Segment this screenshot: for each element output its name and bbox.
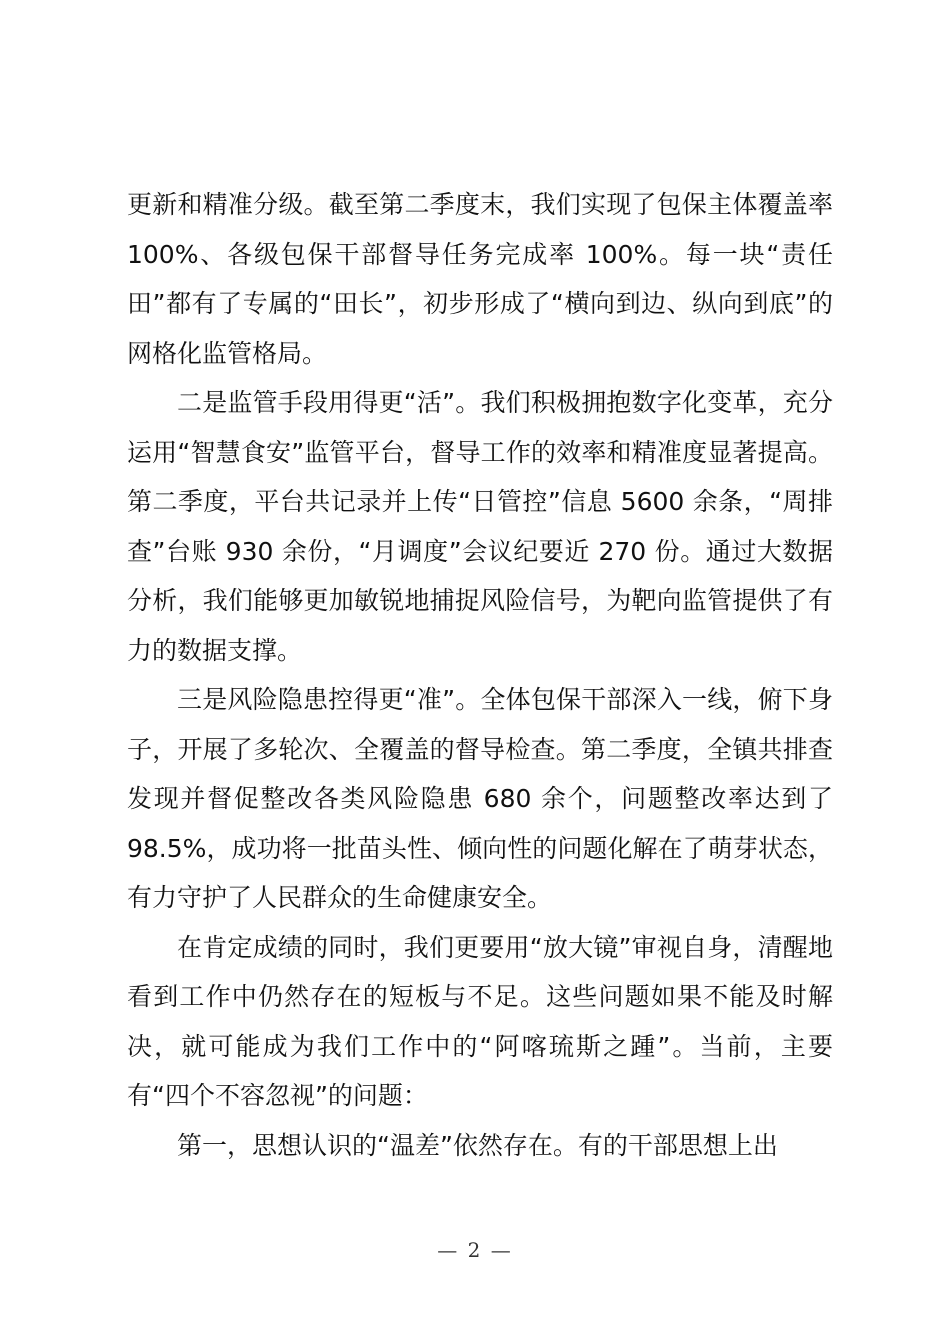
paragraph-continuation: 更新和精准分级。截至第二季度末，我们实现了包保主体覆盖率 100%、各级包保干部督导任务完成率 100%。每一块“责任田”都有了专属的“田长”，初步形成了“横向到边、纵向到底”的网格化监管格局。 bbox=[127, 190, 833, 368]
paragraph-first-issue: 第一，思想认识的“温差”依然存在。有的干部思想上出 bbox=[177, 1130, 778, 1160]
page-number: — 2 — bbox=[437, 1238, 513, 1262]
document-body bbox=[127, 180, 833, 1170]
paragraph-risk-control: 三是风险隐患控得更“准”。全体包保干部深入一线，俯下身子，开展了多轮次、全覆盖的督导检查。第二季度，全镇共排查发现并督促整改各类风险隐患 680 余个，问题整改率达到了 98.5%，成功将一批苗头性、倾向性的问题化解在了萌芽状态，有力守护了人民群众的生命健康安全。 bbox=[127, 685, 833, 912]
paragraph-shortcomings: 在肯定成绩的同时，我们更要用“放大镜”审视自身，清醒地看到工作中仍然存在的短板与不足。这些问题如果不能及时解决，就可能成为我们工作中的“阿喀琉斯之踵”。当前，主要有“四个不容忽视”的问题： bbox=[127, 932, 833, 1110]
paragraph-supervision-methods: 二是监管手段用得更“活”。我们积极拥抱数字化变革，充分运用“智慧食安”监管平台，督导工作的效率和精准度显著提高。第二季度，平台共记录并上传“日管控”信息 5600 余条，“周排查”台账 930 余份，“月调度”会议纪要近 270 份。通过大数据分析，我们能够更加敏锐地捕捉风险信号，为靶向监管提供了有力的数据支撑。 bbox=[127, 388, 833, 665]
